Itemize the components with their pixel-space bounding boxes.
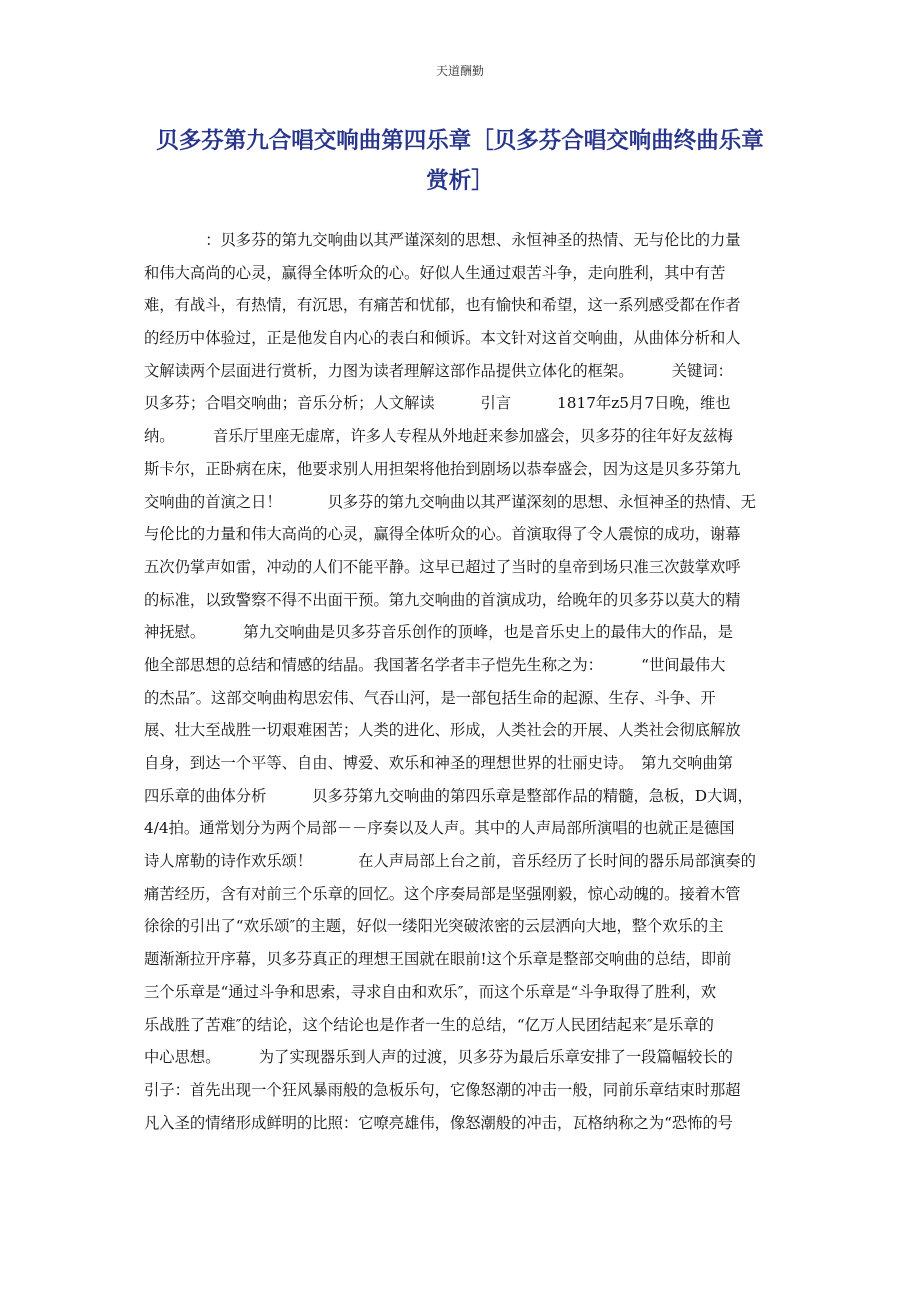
body-line: 五次仍掌声如雷，冲动的人们不能平静。这早已超过了当时的皇帝到场只准三次鼓掌欢呼 [144, 557, 741, 576]
body-line: 引子：首先出现一个狂风暴雨般的急板乐句，它像怒潮的冲击一般，同前乐章结束时那超 [144, 1080, 741, 1099]
body-line: 痛苦经历，含有对前三个乐章的回忆。这个序奏局部是坚强刚毅，惊心动魄的。接着木管 [144, 884, 741, 903]
document-title [134, 121, 786, 201]
body-line: 他全部思想的总结和情感的结晶。我国著名学者丰子恺先生称之为： “世间最伟大 [144, 655, 726, 674]
body-line: 与伦比的力量和伟大高尚的心灵，赢得全体听众的心。首演取得了令人震惊的成功，谢幕 [144, 525, 741, 544]
body-line: 的经历中体验过，正是他发自内心的表白和倾诉。本文针对这首交响曲，从曲体分析和人 [144, 329, 741, 348]
body-line: 四乐章的曲体分析 贝多芬第九交响曲的第四乐章是整部作品的精髓，急板，D大调， [144, 786, 753, 805]
title-line: 赏析］ [426, 168, 494, 194]
body-line: 三个乐章是“通过斗争和思索，寻求自由和欢乐″，而这个乐章是“斗争取得了胜利，欢 [144, 982, 717, 1001]
page-header: 天道酬勤 [435, 64, 484, 78]
body-line: 4/4拍。通常划分为两个局部－－序奏以及人声。其中的人声局部所演唱的也就正是德国 [144, 819, 735, 838]
body-line: 难，有战斗，有热情，有沉思，有痛苦和忧郁，也有愉快和希望，这一系列感受都在作者 [144, 296, 741, 315]
body-line: 文解读两个层面进行赏析，力图为读者理解这部作品提供立体化的框架。 关键词： [144, 361, 733, 380]
body-line: 交响曲的首演之日！ 贝多芬的第九交响曲以其严谨深刻的思想、永恒神圣的热情、无 [144, 492, 756, 511]
body-line: 展、壮大至战胜一切艰难困苦；人类的进化、形成，人类社会的开展、人类社会彻底解放 [144, 721, 741, 740]
body-line: 凡入圣的情绪形成鲜明的比照：它嘹亮雄伟，像怒潮般的冲击，瓦格纳称之为“恐怖的号 [144, 1113, 734, 1132]
body-line: 乐战胜了苦难″的结论，这个结论也是作者一生的总结，“亿万人民团结起来″是乐章的 [144, 1015, 714, 1034]
body-line: 和伟大高尚的心灵，赢得全体听众的心。好似人生通过艰苦斗争，走向胜利，其中有苦 [144, 263, 726, 282]
body-line: ：贝多芬的第九交响曲以其严谨深刻的思想、永恒神圣的热情、无与伦比的力量 [144, 231, 741, 249]
body-line: 斯卡尔，正卧病在床，他要求别人用担架将他抬到剧场以恭奉盛会，因为这是贝多芬第九 [144, 459, 741, 478]
body-line: 自身，到达一个平等、自由、博爱、欢乐和神圣的理想世界的壮丽史诗。 第九交响曲第 [144, 754, 733, 772]
body-line: 徐徐的引出了“欢乐颂″的主题，好似一缕阳光突破浓密的云层洒向大地，整个欢乐的主 [144, 917, 724, 936]
title-line: 贝多芬第九合唱交响曲第四乐章［贝多芬合唱交响曲终曲乐章 [156, 128, 764, 154]
body-line: 贝多芬；合唱交响曲；音乐分析；人文解读 引言 1817年z5月7日晚，维也 [144, 394, 731, 413]
body-line: 纳。 音乐厅里座无虚席，许多人专程从外地赶来参加盛会，贝多芬的往年好友兹梅 [144, 427, 733, 446]
body-line: 神抚慰。 第九交响曲是贝多芬音乐创作的顶峰，也是音乐史上的最伟大的作品，是 [144, 623, 733, 642]
body-line: 诗人席勒的诗作欢乐颂！ 在人声局部上台之前，音乐经历了长时间的器乐局部演奏的 [144, 852, 756, 871]
body-line: 题渐渐拉开序幕，贝多芬真正的理想王国就在眼前!这个乐章是整部交响曲的总结，即前 [144, 950, 732, 969]
body-text [144, 224, 776, 1139]
body-line: 中心思想。 为了实现器乐到人声的过渡，贝多芬为最后乐章安排了一段篇幅较长的 [144, 1048, 733, 1067]
body-line: 的标准，以致警察不得不出面干预。第九交响曲的首演成功，给晚年的贝多芬以莫大的精 [144, 590, 741, 609]
body-line: 的杰品″。这部交响曲构思宏伟、气吞山河，是一部包括生命的起源、生存、斗争、开 [144, 688, 716, 707]
